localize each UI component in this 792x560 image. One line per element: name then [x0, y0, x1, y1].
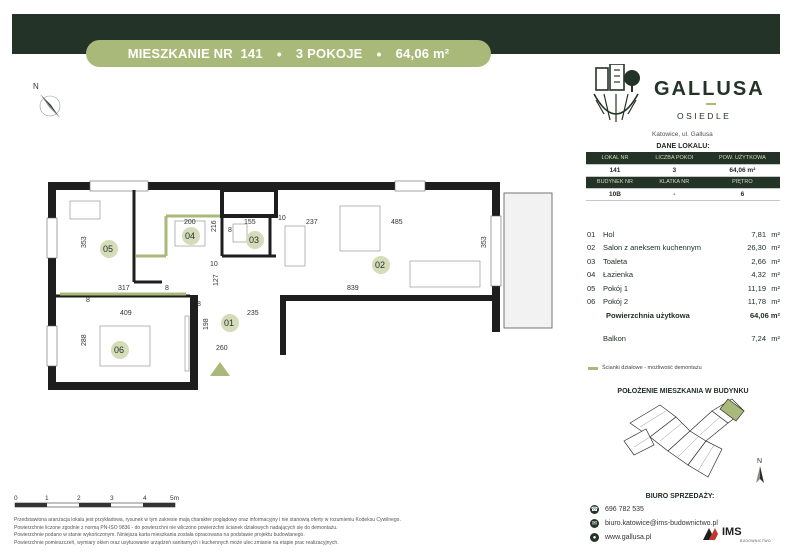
logo-subtitle: OSIEDLE [677, 111, 732, 121]
room-name: Salon z aneksem kuchennym [603, 243, 701, 253]
sofa [410, 261, 480, 287]
apartment-number-label: MIESZKANIE NR 141 [127, 46, 263, 61]
dimension-label: 409 [120, 310, 132, 317]
rooms-count-label: 3 POKOJE [295, 46, 363, 61]
window [47, 218, 57, 258]
total-area-row [606, 311, 780, 320]
room-unit: m² [771, 270, 780, 280]
ims-logo-icon [703, 528, 721, 540]
room-unit: m² [771, 243, 780, 253]
room-unit: m² [771, 230, 780, 239]
dimension-label: 8 [228, 227, 232, 234]
wall-bottom-left [48, 382, 198, 390]
room-name: Łazienka [603, 270, 634, 280]
dane-value: - [644, 188, 705, 200]
room-label: 05 [103, 244, 114, 254]
dimension-label: 10 [210, 261, 218, 268]
compass-letter: N [33, 82, 39, 91]
sales-title: BIURO SPRZEDAŻY: [645, 493, 715, 500]
scale-bar [14, 494, 184, 514]
dane-header: PIĘTRO [705, 176, 780, 188]
dimension-label: 127 [213, 274, 220, 286]
dane-table [586, 152, 780, 201]
dane-header: LICZBA POKOI [644, 152, 705, 164]
area-label: 64,06 m² [395, 46, 450, 61]
dimension-label: 485 [391, 219, 403, 226]
wardrobe [185, 316, 189, 371]
scale-tick-label: 0 [14, 495, 18, 502]
legend-swatch [588, 367, 598, 370]
list-item [587, 284, 780, 297]
list-item [587, 297, 780, 310]
phone-icon: ☎ [590, 507, 599, 513]
dimension-label: 237 [306, 219, 318, 226]
scale-tick-label: 5m [170, 495, 180, 502]
balcony-area: 7,24 [751, 334, 766, 343]
room-area: 11,19 [747, 283, 766, 293]
room-name: Pokój 1 [603, 283, 629, 293]
dimension-label: 8 [165, 285, 169, 292]
globe-icon: ● [590, 533, 599, 542]
dining-table [340, 206, 380, 251]
room-number: 02 [587, 243, 596, 253]
window [395, 181, 425, 191]
building-minimap [620, 395, 750, 485]
list-item [587, 257, 780, 270]
shaft [222, 190, 276, 216]
dane-value: 64,06 m² [705, 164, 780, 176]
dane-value: 10B [586, 188, 644, 200]
dimension-label: 260 [216, 345, 228, 352]
dane-value: 6 [705, 188, 780, 200]
kitchen-counter [285, 226, 305, 266]
scale-tick-label: 2 [77, 495, 81, 502]
room-number: 04 [587, 270, 596, 280]
list-item [587, 270, 780, 283]
wall-hall-right [280, 295, 286, 355]
room-name: Pokój 2 [603, 296, 629, 306]
scale-tick-label: 1 [45, 495, 49, 502]
room-unit: m² [771, 283, 780, 293]
logo-name: GALLUSA [654, 78, 765, 100]
room-area: 2,66 [751, 256, 766, 266]
ims-brand-subtitle: BUDOWNICTWO [740, 539, 771, 543]
desk [70, 201, 100, 219]
room-area: 4,32 [751, 270, 766, 280]
dimension-label: 839 [347, 285, 359, 292]
room-area: 11,78 [747, 296, 766, 306]
separator-dot: • [376, 45, 382, 62]
legend-text: Ścianki działowe - możliwość demontażu [602, 365, 702, 371]
list-item [587, 230, 780, 243]
balcony-unit: m² [771, 334, 780, 343]
window [47, 326, 57, 366]
email-contact[interactable] [590, 519, 718, 528]
phone-contact[interactable] [590, 505, 644, 514]
dimension-label: 353 [481, 236, 488, 248]
room-name: Toaleta [603, 256, 628, 266]
dimension-label: 155 [244, 219, 256, 226]
window [491, 216, 501, 286]
room-label: 03 [249, 235, 260, 245]
room-label: 06 [114, 345, 125, 355]
email-address: biuro.katowice@ims-budownictwo.pl [605, 520, 718, 527]
dimension-label: 198 [203, 318, 210, 330]
compass-small-letter: N [757, 458, 763, 465]
dimension-label: 288 [81, 334, 88, 346]
total-area-value: 64,06 m² [749, 311, 780, 320]
total-area-label: Powierzchnia użytkowa [606, 311, 690, 320]
footnote: Powierzchnie podano w stanie wykończonym. Niniejsza karta mieszkania została opracowana na podstawie projektu budowlanego. [14, 532, 305, 539]
dimension-label: 216 [211, 220, 218, 232]
phone-number: 696 782 535 [605, 506, 644, 513]
toilet [233, 224, 247, 242]
dane-header: KLATKA NR [644, 176, 705, 188]
footnote: Powierzchnie liczone zgodnie z normą PN-ISO 9836 - do powierzchni nie wliczono powierzchni ścianek działowych nadających się do demontażu. [14, 524, 338, 531]
dimension-label: 317 [118, 285, 130, 292]
wall-bottom-right [280, 295, 500, 301]
room-unit: m² [771, 296, 780, 306]
dane-value: 141 [586, 164, 644, 176]
apartment-title-pill [86, 40, 491, 67]
dimension-label: 10 [278, 215, 286, 222]
dimension-label: 200 [184, 219, 196, 226]
logo-divider [706, 103, 716, 105]
address: Katowice, ul. Gallusa [652, 131, 713, 138]
room-number: 03 [587, 256, 596, 266]
room-number: 05 [587, 283, 596, 293]
floor-plan [40, 176, 555, 391]
scale-tick-label: 3 [110, 495, 114, 502]
dimension-label: 353 [81, 236, 88, 248]
position-title: POŁOŻENIE MIESZKANIA W BUDYNKU [617, 388, 749, 395]
dane-header: LOKAL NR [586, 152, 644, 164]
dane-title: DANE LOKALU: [656, 143, 710, 150]
list-item [587, 243, 780, 256]
mail-icon: ✉ [591, 521, 598, 527]
room-name: Hol [603, 230, 615, 239]
website: www.gallusa.pl [605, 534, 652, 541]
dane-value: 3 [644, 164, 705, 176]
dimension-label: 8 [197, 301, 201, 308]
room-area: 7,81 [751, 230, 766, 239]
separator-dot: • [276, 45, 282, 62]
footnotes [14, 517, 524, 547]
footnote: Powierzchnie pomieszczeń, wymiary okien oraz usytuowanie urządzeń sanitarnych i kuchennych może ulec zmianie na etapie prac realizacyjnych. [14, 539, 339, 546]
footnote: Przedstawiona aranżacja lokalu jest przykładowa, rysunek w tym zakresie mają charakter poglądowy oraz informacyjny i nie stanowią oferty w rozumieniu Kodeksu Cywilnego. [14, 517, 401, 523]
rooms-list [587, 230, 780, 310]
wall-room6-right [190, 295, 198, 390]
dimension-label: 235 [247, 310, 259, 317]
room-label: 04 [185, 231, 196, 241]
balcony-row [603, 334, 780, 343]
room-number: 01 [587, 230, 596, 239]
balcony-label: Balkon [603, 334, 626, 343]
room-label: 02 [375, 260, 386, 270]
compass-icon [30, 80, 70, 130]
compass-small-icon [752, 455, 768, 485]
dane-header: BUDYNEK NR [586, 176, 644, 188]
room-area: 26,30 [747, 243, 766, 253]
window [90, 181, 148, 191]
legend [588, 365, 702, 371]
ims-brand: IMS [722, 526, 742, 538]
dane-header: POW. UŻYTKOWA [705, 152, 780, 164]
room-label: 01 [224, 318, 235, 328]
scale-tick-label: 4 [143, 495, 147, 502]
room-number: 06 [587, 296, 596, 306]
web-contact[interactable] [590, 533, 651, 542]
balcony-area-shape [504, 193, 552, 328]
entrance-arrow-icon [210, 362, 230, 376]
room-unit: m² [771, 256, 780, 266]
dimension-label: 8 [86, 297, 90, 304]
